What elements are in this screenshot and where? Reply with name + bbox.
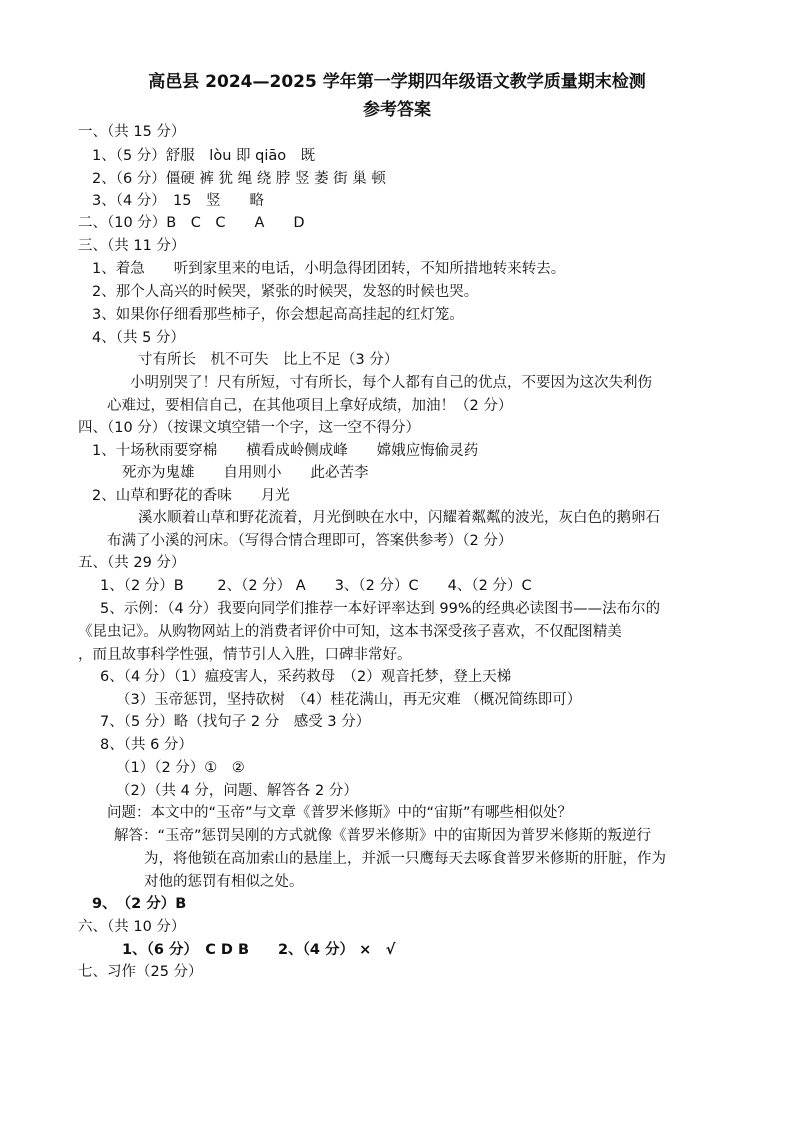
answer-line: 1、着急 听到家里来的电话，小明急得团团转，不知所措地转来转去。 bbox=[92, 261, 566, 277]
answer-line: （1）（2 分）① ② bbox=[116, 760, 245, 776]
answer-line: 2、山草和野花的香味 月光 bbox=[92, 488, 290, 504]
answer-line: 溪水顺着山草和野花流着，月光倒映在水中，闪耀着粼粼的波光，灰白色的鹅卵石 bbox=[138, 510, 660, 526]
section-4-heading: 四、（10 分）（按课文填空错一个字，这一空不得分） bbox=[78, 420, 421, 436]
page-subtitle: 参考答案 bbox=[363, 100, 431, 120]
answer-line: 5、示例：（4 分）我要向同学们推荐一本好评率达到 99%的经典必读图书——法布尔的 bbox=[100, 601, 661, 617]
answer-line: 9、 （2 分）B bbox=[92, 896, 187, 912]
section-5-heading: 五、（共 29 分） bbox=[78, 555, 186, 571]
section-7-heading: 七、习作（25 分） bbox=[78, 964, 203, 980]
answer-line: 7、（5 分）略（找句子 2 分 感受 3 分） bbox=[100, 714, 371, 730]
answer-line: ，而且故事科学性强，情节引人入胜，口碑非常好。 bbox=[78, 647, 412, 663]
answer-line: 1、十场秋雨要穿棉 横看成岭侧成峰 嫦娥应悔偷灵药 bbox=[92, 443, 479, 459]
section-3-heading: 三、（共 11 分） bbox=[78, 238, 186, 254]
answer-line: 对他的惩罚有相似之处。 bbox=[144, 874, 304, 890]
answer-line: 《昆虫记》。从购物网站上的消费者评价中可知，这本书深受孩子喜欢，不仅配图精美 bbox=[78, 624, 622, 640]
answer-line: 寸有所长 机不可失 比上不足（3 分） bbox=[138, 352, 399, 368]
answer-line: 1、（6 分） C D B 2、（4 分） × √ bbox=[122, 942, 396, 958]
section-2-heading: 二、（10 分）B C C A D bbox=[78, 215, 305, 231]
answer-line: 2、那个人高兴的时候哭，紧张的时候哭，发怒的时候也哭。 bbox=[92, 284, 479, 300]
answer-line: 问题：本文中的“玉帝”与文章《普罗米修斯》中的“宙斯”有哪些相似处？ bbox=[107, 805, 573, 821]
answer-line: 3、（4 分） 15 竖 略 bbox=[92, 193, 265, 209]
section-1-heading: 一、（共 15 分） bbox=[78, 124, 186, 140]
answer-line: 心难过，要相信自己，在其他项目上拿好成绩，加油！（2 分） bbox=[107, 398, 513, 414]
answer-line: 3、如果你仔细看那些柿子，你会想起高高挂起的红灯笼。 bbox=[92, 307, 464, 323]
answer-line: 死亦为鬼雄 自用则小 此必苦李 bbox=[122, 465, 369, 481]
answer-line: （2）（共 4 分，问题、解答各 2 分） bbox=[116, 783, 358, 799]
page-title: 高邑县 2024—2025 学年第一学期四年级语文教学质量期末检测 bbox=[148, 72, 646, 92]
answer-line: 1、（5 分）舒服 lòu 即 qiāo 既 bbox=[92, 148, 316, 164]
answer-line: 小明别哭了！尺有所短，寸有所长，每个人都有自己的优点，不要因为这次失利伤 bbox=[130, 375, 652, 391]
answer-line: 解答：“玉帝”惩罚吴刚的方式就像《普罗米修斯》中的宙斯因为普罗米修斯的叛逆行 bbox=[114, 828, 652, 844]
answer-line: 1、（2 分）B 2、（2 分） A 3、（2 分）C 4、（2 分）C bbox=[100, 578, 532, 594]
answer-line: 8、（共 6 分） bbox=[100, 737, 193, 753]
answer-line: 布满了小溪的河床。（写得合情合理即可，答案供参考）（2 分） bbox=[107, 533, 513, 549]
answer-line: 为，将他锁在高加索山的悬崖上，并派一只鹰每天去啄食普罗米修斯的肝脏，作为 bbox=[144, 851, 666, 867]
answer-line: 2、（6 分）僵硬 裤 犹 绳 绕 脖 竖 萎 街 巢 顿 bbox=[92, 171, 386, 187]
answer-line: （3）玉帝惩罚，坚持砍树 （4）桂花满山，再无灾难 （概况简练即可） bbox=[116, 692, 582, 708]
answer-line: 4、（共 5 分） bbox=[92, 330, 185, 346]
answer-line: 6、（4 分）（1）瘟疫害人，采药救母 （2）观音托梦，登上天梯 bbox=[100, 669, 512, 685]
section-6-heading: 六、（共 10 分） bbox=[78, 919, 186, 935]
